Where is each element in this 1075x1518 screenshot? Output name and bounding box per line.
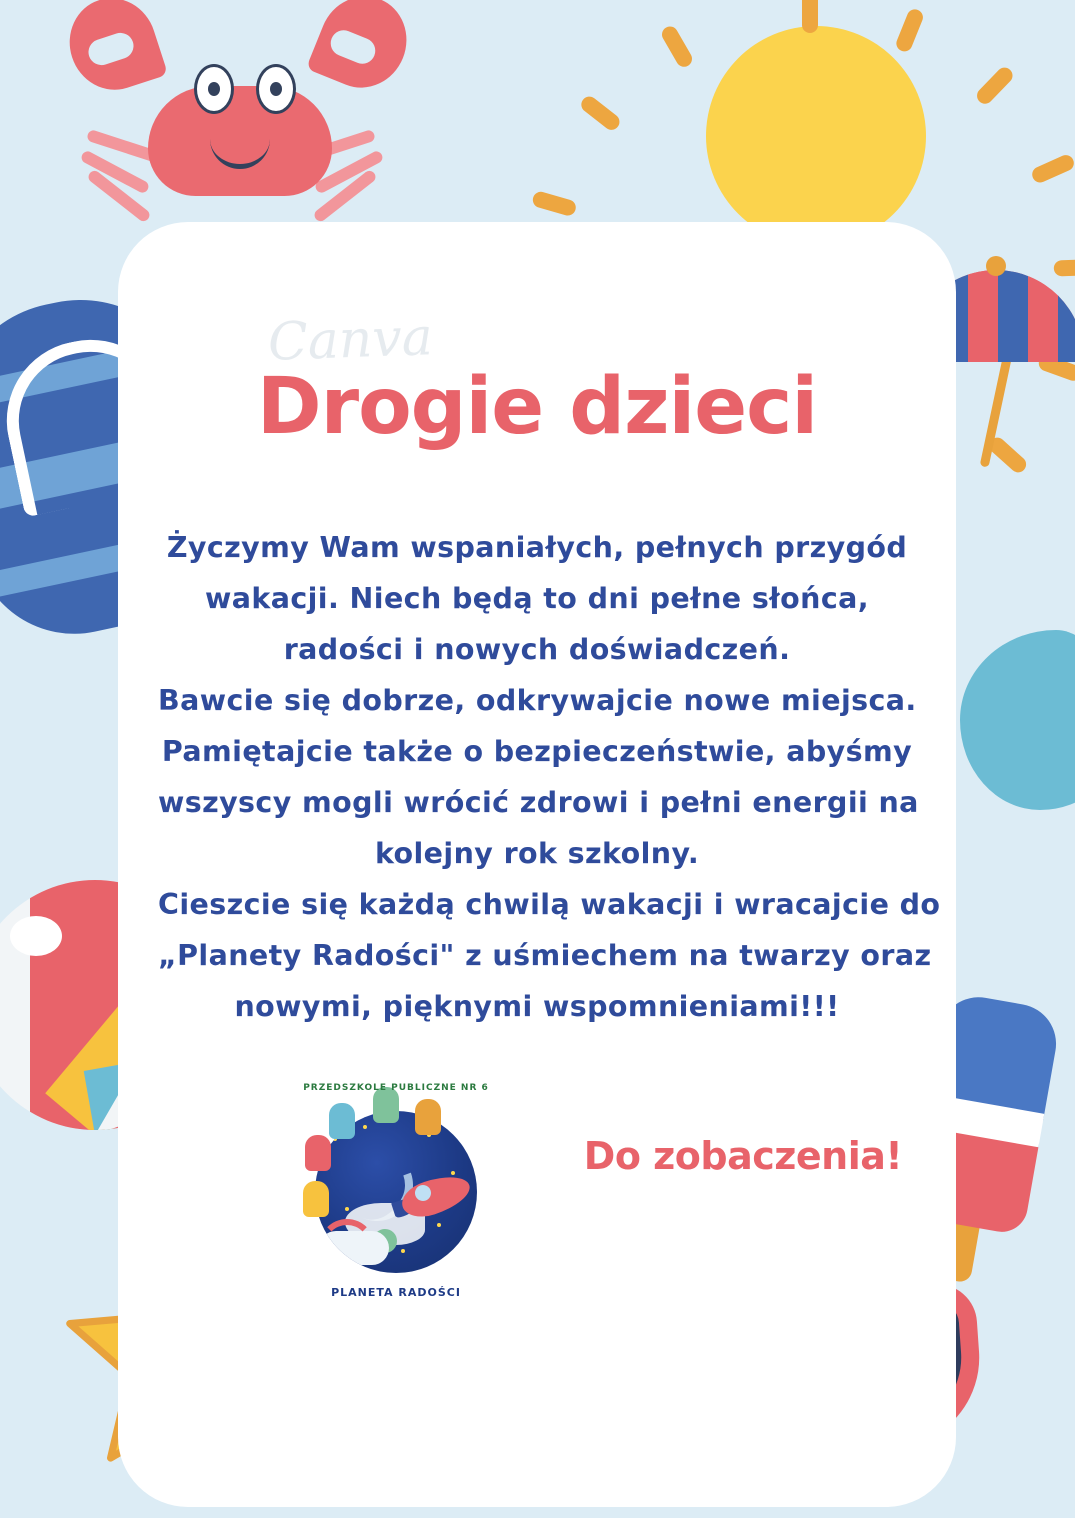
message-line: wszyscy mogli wrócić zdrowi i pełni energii na — [158, 786, 919, 819]
logo-bottom-text: PLANETA RADOŚCI — [331, 1286, 461, 1299]
kindergarten-logo — [281, 1077, 511, 1307]
message-line: „Planety Radości" z uśmiechem na twarzy oraz — [158, 939, 932, 972]
message-line: nowymi, pięknymi wspomnieniami!!! — [234, 990, 840, 1023]
logo-top-text: PRZEDSZKOLE PUBLICZNE NR 6 — [303, 1083, 489, 1093]
message-line: kolejny rok szkolny. — [374, 837, 700, 870]
message-card — [118, 222, 956, 1507]
watermark-text: Canva — [267, 307, 434, 373]
message-line: Pamiętajcie także o bezpieczeństwie, abyśmy — [161, 735, 913, 768]
message-line: wakacji. Niech będą to dni pełne słońca, — [205, 582, 869, 615]
message-line: Cieszcie się każdą chwilą wakacji i wracajcie do — [158, 888, 941, 921]
message-line: radości i nowych doświadczeń. — [283, 633, 791, 666]
crab-icon — [30, 0, 430, 240]
teal-blob-icon — [960, 630, 1075, 810]
page-title: Drogie dzieci — [256, 362, 818, 452]
message-line: Bawcie się dobrze, odkrywajcie nowe miejsca. — [158, 684, 917, 717]
message-body — [158, 522, 941, 1032]
closing-text: Do zobaczenia! — [583, 1134, 903, 1178]
message-line: Życzymy Wam wspaniałych, pełnych przygód — [166, 531, 908, 564]
